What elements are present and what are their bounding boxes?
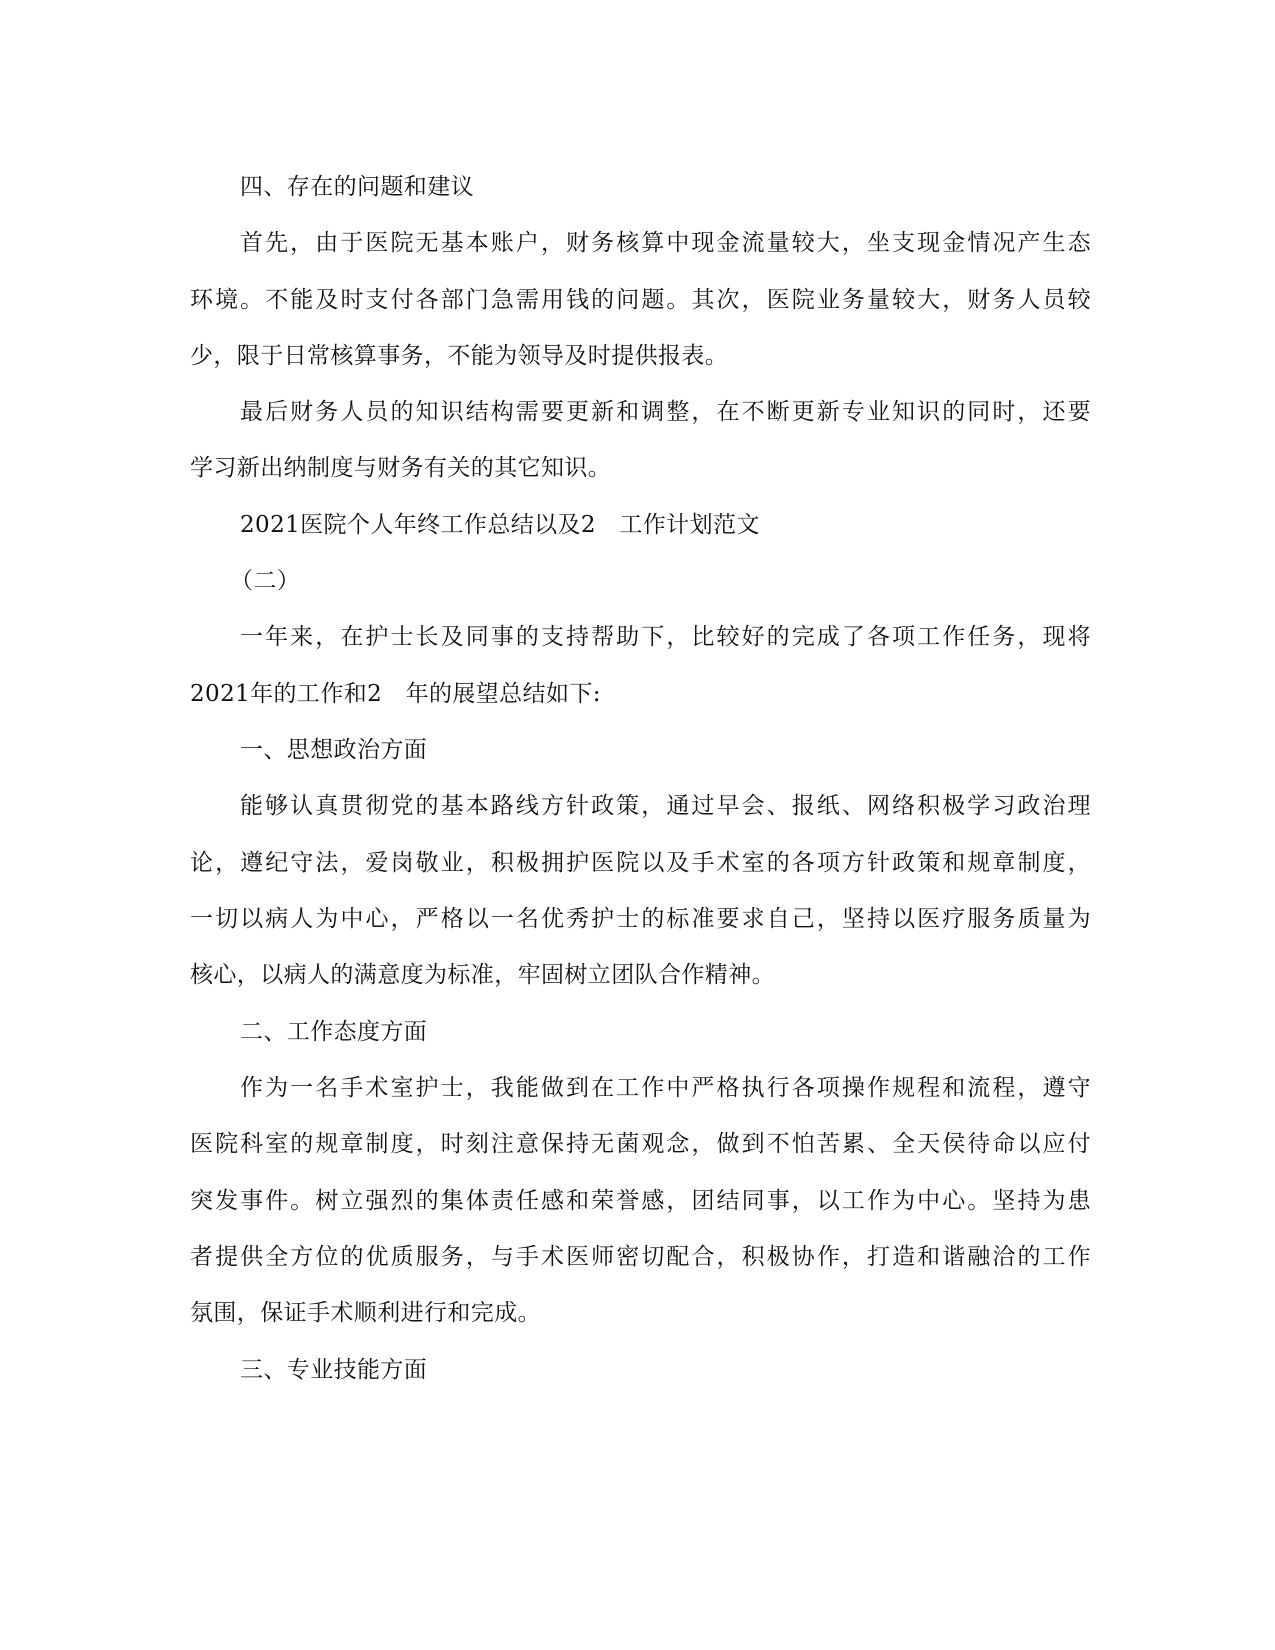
paragraph-line: 氛围，保证手术顺利进行和完成。 [190, 1300, 541, 1326]
section-heading-political: 一、思想政治方面 [240, 737, 428, 763]
section-subtitle: （二） [230, 568, 301, 594]
paragraph-line: 少，限于日常核算事务，不能为领导及时提供报表。 [190, 343, 729, 369]
paragraph-line: 一切以病人为中心，严格以一名优秀护士的标准要求自己，坚持以医疗服务质量为 [190, 906, 1091, 932]
paragraph-line: 环境。不能及时支付各部门急需用钱的问题。其次，医院业务量较大，财务人员较 [190, 287, 1091, 313]
paragraph-line: 作为一名手术室护士，我能做到在工作中严格执行各项操作规程和流程，遵守 [240, 1075, 1091, 1101]
section-heading-attitude: 二、工作态度方面 [240, 1019, 428, 1045]
paragraph-line: 一年来，在护士长及同事的支持帮助下，比较好的完成了各项工作任务，现将 [240, 624, 1091, 650]
paragraph-line: 学习新出纳制度与财务有关的其它知识。 [190, 455, 612, 481]
document-title: 2021医院个人年终工作总结以及2 工作计划范文 [240, 512, 760, 538]
paragraph-line: 2021年的工作和2 年的展望总结如下: [190, 681, 601, 707]
paragraph-line: 者提供全方位的优质服务，与手术医师密切配合，积极协作，打造和谐融洽的工作 [190, 1244, 1091, 1270]
paragraph-line: 医院科室的规章制度，时刻注意保持无菌观念，做到不怕苦累、全天侯待命以应付 [190, 1131, 1091, 1157]
section-heading-skills: 三、专业技能方面 [240, 1357, 428, 1383]
paragraph-line: 论，遵纪守法，爱岗敬业，积极拥护医院以及手术室的各项方针政策和规章制度， [190, 850, 1091, 876]
paragraph-line: 核心，以病人的满意度为标准，牢固树立团队合作精神。 [190, 962, 775, 988]
paragraph-line: 首先，由于医院无基本账户，财务核算中现金流量较大，坐支现金情况产生态 [240, 230, 1091, 256]
paragraph-line: 最后财务人员的知识结构需要更新和调整，在不断更新专业知识的同时，还要 [240, 399, 1091, 425]
paragraph-line: 突发事件。树立强烈的集体责任感和荣誉感，团结同事，以工作为中心。坚持为患 [190, 1188, 1091, 1214]
paragraph-line: 能够认真贯彻党的基本路线方针政策，通过早会、报纸、网络积极学习政治理 [240, 793, 1091, 819]
section-heading-problems: 四、存在的问题和建议 [240, 174, 474, 200]
